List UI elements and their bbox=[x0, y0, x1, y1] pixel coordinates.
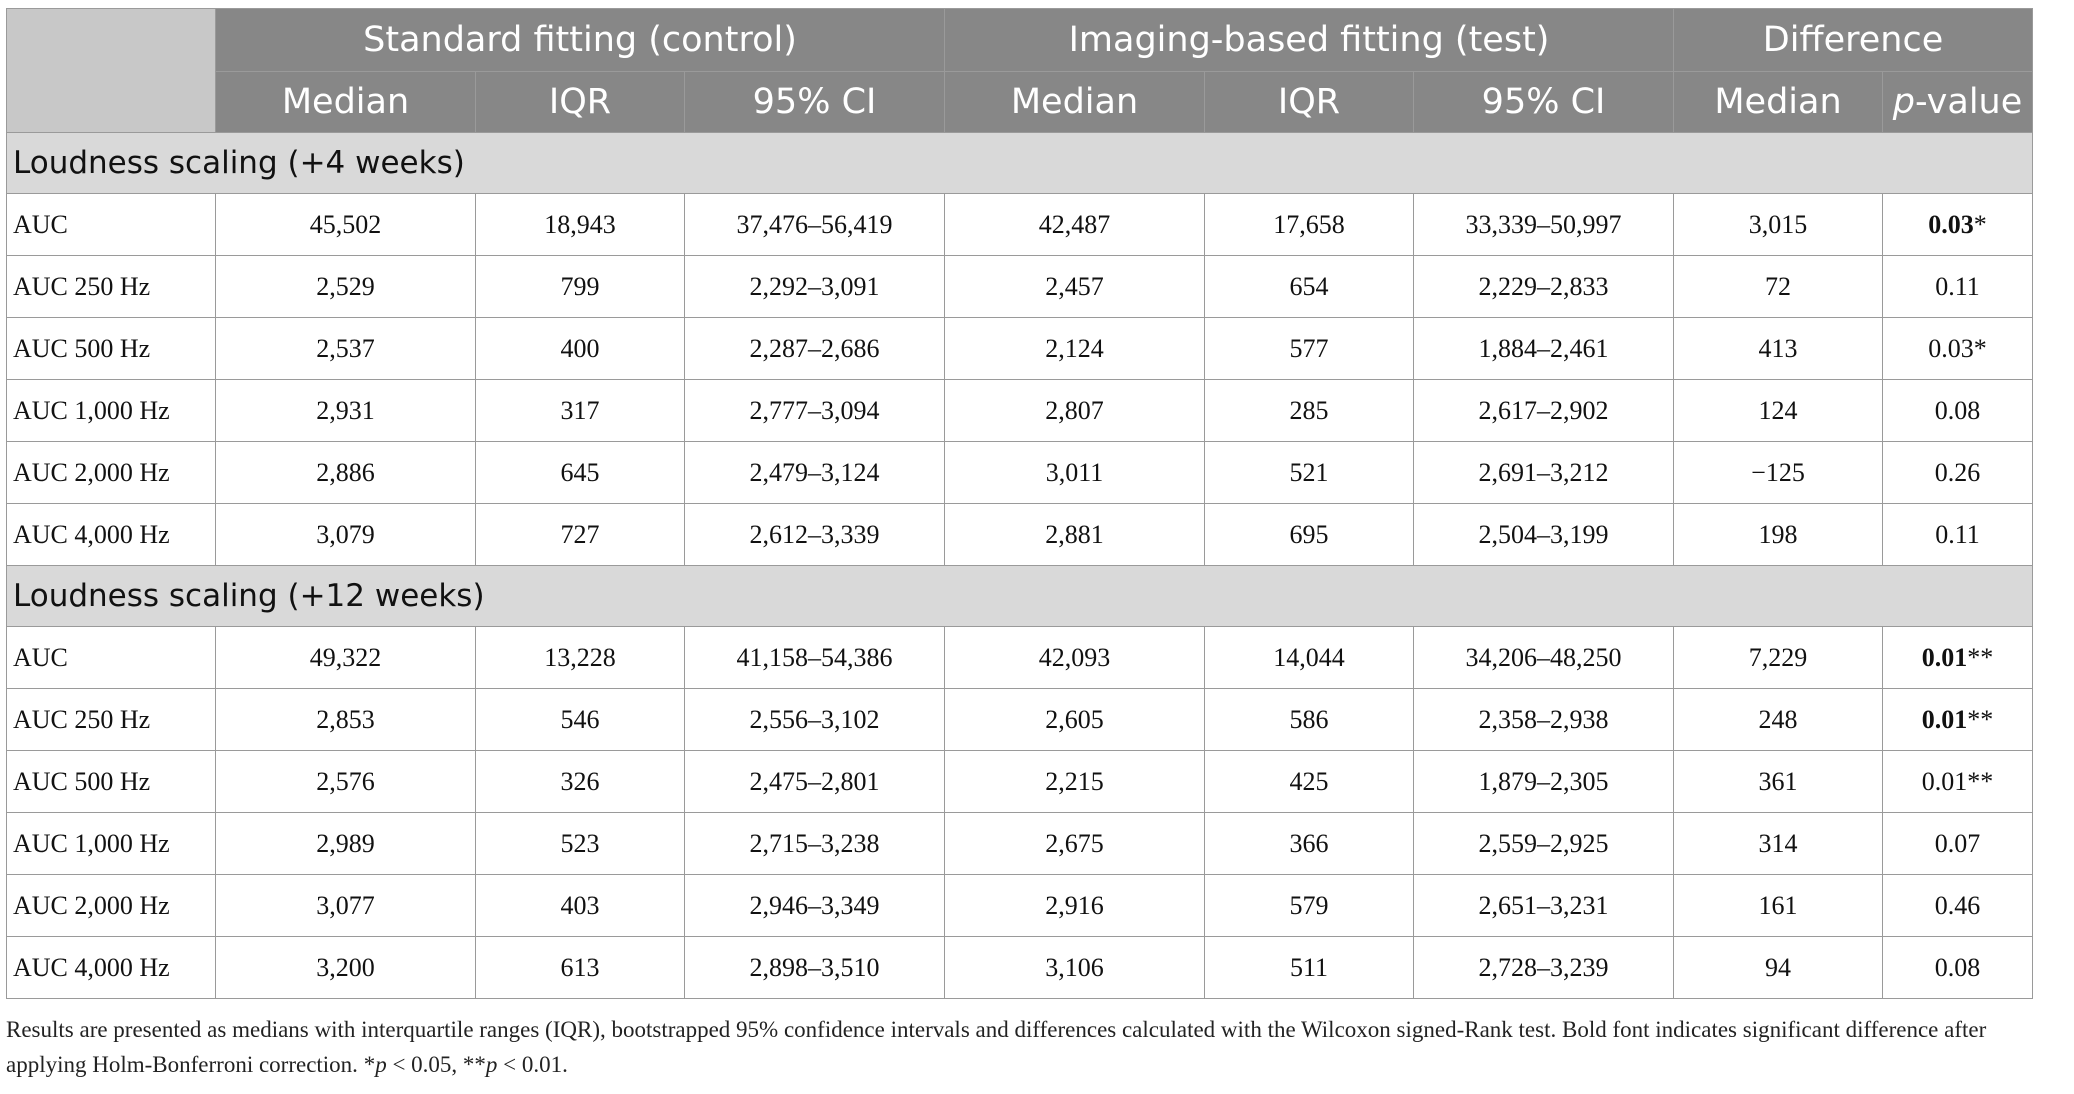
cell-test-median: 2,124 bbox=[945, 318, 1205, 380]
cell-control-median: 3,077 bbox=[216, 875, 476, 937]
header-group-test: Imaging-based fitting (test) bbox=[945, 9, 1674, 72]
cell-test-median: 3,106 bbox=[945, 937, 1205, 999]
table-row bbox=[7, 256, 2033, 318]
cell-control-ci: 2,715–3,238 bbox=[685, 813, 945, 875]
section-header-row bbox=[7, 133, 2033, 194]
cell-pvalue bbox=[1883, 751, 2033, 813]
cell-control-median: 2,537 bbox=[216, 318, 476, 380]
cell-control-ci: 37,476–56,419 bbox=[685, 194, 945, 256]
header-group-row bbox=[7, 9, 2033, 72]
cell-difference-median: −125 bbox=[1674, 442, 1883, 504]
significance-marker: ** bbox=[1967, 704, 1994, 734]
cell-test-ci: 2,651–3,231 bbox=[1414, 875, 1674, 937]
header-test-iqr: IQR bbox=[1205, 72, 1414, 133]
cell-test-iqr: 654 bbox=[1205, 256, 1414, 318]
cell-control-median: 2,886 bbox=[216, 442, 476, 504]
cell-test-median: 2,215 bbox=[945, 751, 1205, 813]
significance-marker: ** bbox=[1967, 766, 1994, 796]
cell-control-median: 2,931 bbox=[216, 380, 476, 442]
cell-test-iqr: 521 bbox=[1205, 442, 1414, 504]
cell-difference-median: 314 bbox=[1674, 813, 1883, 875]
cell-test-median: 2,807 bbox=[945, 380, 1205, 442]
cell-control-ci: 2,292–3,091 bbox=[685, 256, 945, 318]
cell-control-iqr: 326 bbox=[476, 751, 685, 813]
cell-control-median: 2,989 bbox=[216, 813, 476, 875]
row-label: AUC 1,000 Hz bbox=[7, 813, 216, 875]
cell-test-median: 2,916 bbox=[945, 875, 1205, 937]
row-label: AUC 4,000 Hz bbox=[7, 937, 216, 999]
header-pvalue: p-value bbox=[1883, 72, 2033, 133]
cell-test-iqr: 511 bbox=[1205, 937, 1414, 999]
cell-test-iqr: 285 bbox=[1205, 380, 1414, 442]
table-row bbox=[7, 380, 2033, 442]
cell-difference-median: 124 bbox=[1674, 380, 1883, 442]
cell-pvalue bbox=[1883, 380, 2033, 442]
cell-control-iqr: 523 bbox=[476, 813, 685, 875]
cell-control-iqr: 645 bbox=[476, 442, 685, 504]
row-label: AUC 4,000 Hz bbox=[7, 504, 216, 566]
cell-control-ci: 2,479–3,124 bbox=[685, 442, 945, 504]
cell-difference-median: 413 bbox=[1674, 318, 1883, 380]
table-row bbox=[7, 504, 2033, 566]
table-row bbox=[7, 875, 2033, 937]
cell-test-ci: 2,504–3,199 bbox=[1414, 504, 1674, 566]
cell-control-iqr: 613 bbox=[476, 937, 685, 999]
table-row bbox=[7, 442, 2033, 504]
table-row bbox=[7, 813, 2033, 875]
cell-pvalue bbox=[1883, 504, 2033, 566]
significance-marker: * bbox=[1973, 209, 1987, 239]
header-group-control: Standard fitting (control) bbox=[216, 9, 945, 72]
cell-control-ci: 2,898–3,510 bbox=[685, 937, 945, 999]
cell-test-median: 42,487 bbox=[945, 194, 1205, 256]
pvalue-number: 0.08 bbox=[1934, 952, 1981, 982]
cell-control-median: 2,529 bbox=[216, 256, 476, 318]
cell-test-iqr: 14,044 bbox=[1205, 627, 1414, 689]
cell-control-ci: 2,612–3,339 bbox=[685, 504, 945, 566]
cell-control-median: 2,853 bbox=[216, 689, 476, 751]
table-row bbox=[7, 194, 2033, 256]
cell-test-iqr: 586 bbox=[1205, 689, 1414, 751]
row-label: AUC 250 Hz bbox=[7, 256, 216, 318]
cell-test-iqr: 695 bbox=[1205, 504, 1414, 566]
cell-control-iqr: 546 bbox=[476, 689, 685, 751]
cell-pvalue bbox=[1883, 627, 2033, 689]
cell-pvalue bbox=[1883, 442, 2033, 504]
significance-marker: ** bbox=[1967, 642, 1994, 672]
pvalue-number: 0.11 bbox=[1935, 519, 1980, 549]
table-body bbox=[7, 133, 2033, 999]
cell-test-median: 2,457 bbox=[945, 256, 1205, 318]
cell-test-ci: 1,879–2,305 bbox=[1414, 751, 1674, 813]
cell-test-ci: 2,559–2,925 bbox=[1414, 813, 1674, 875]
cell-control-iqr: 403 bbox=[476, 875, 685, 937]
cell-control-median: 3,079 bbox=[216, 504, 476, 566]
cell-test-ci: 2,358–2,938 bbox=[1414, 689, 1674, 751]
cell-control-median: 2,576 bbox=[216, 751, 476, 813]
cell-test-iqr: 425 bbox=[1205, 751, 1414, 813]
pvalue-number: 0.08 bbox=[1934, 395, 1981, 425]
pvalue-number: 0.03 bbox=[1928, 333, 1974, 363]
header-blank-cell bbox=[7, 9, 216, 133]
cell-test-ci: 33,339–50,997 bbox=[1414, 194, 1674, 256]
pvalue-number: 0.46 bbox=[1934, 890, 1981, 920]
cell-pvalue bbox=[1883, 937, 2033, 999]
cell-control-median: 3,200 bbox=[216, 937, 476, 999]
table-row bbox=[7, 627, 2033, 689]
significance-marker: * bbox=[1973, 333, 1987, 363]
cell-pvalue bbox=[1883, 194, 2033, 256]
cell-difference-median: 361 bbox=[1674, 751, 1883, 813]
cell-control-ci: 41,158–54,386 bbox=[685, 627, 945, 689]
cell-pvalue bbox=[1883, 318, 2033, 380]
cell-control-iqr: 317 bbox=[476, 380, 685, 442]
row-label: AUC 500 Hz bbox=[7, 318, 216, 380]
cell-control-iqr: 400 bbox=[476, 318, 685, 380]
pvalue-number: 0.03 bbox=[1928, 209, 1974, 239]
cell-test-iqr: 577 bbox=[1205, 318, 1414, 380]
header-difference-median: Median bbox=[1674, 72, 1883, 133]
cell-control-median: 49,322 bbox=[216, 627, 476, 689]
cell-difference-median: 248 bbox=[1674, 689, 1883, 751]
pvalue-number: 0.07 bbox=[1934, 828, 1981, 858]
cell-difference-median: 198 bbox=[1674, 504, 1883, 566]
cell-test-median: 2,675 bbox=[945, 813, 1205, 875]
table-row bbox=[7, 318, 2033, 380]
cell-difference-median: 94 bbox=[1674, 937, 1883, 999]
cell-test-ci: 2,691–3,212 bbox=[1414, 442, 1674, 504]
header-test-ci: 95% CI bbox=[1414, 72, 1674, 133]
cell-test-ci: 2,617–2,902 bbox=[1414, 380, 1674, 442]
header-group-difference: Difference bbox=[1674, 9, 2033, 72]
cell-test-iqr: 17,658 bbox=[1205, 194, 1414, 256]
pvalue-number: 0.01 bbox=[1921, 642, 1968, 672]
section-header-row bbox=[7, 566, 2033, 627]
cell-test-ci: 1,884–2,461 bbox=[1414, 318, 1674, 380]
header-test-median: Median bbox=[945, 72, 1205, 133]
cell-control-ci: 2,556–3,102 bbox=[685, 689, 945, 751]
cell-test-ci: 34,206–48,250 bbox=[1414, 627, 1674, 689]
row-label: AUC 1,000 Hz bbox=[7, 380, 216, 442]
pvalue-number: 0.01 bbox=[1921, 766, 1968, 796]
header-control-ci: 95% CI bbox=[685, 72, 945, 133]
cell-pvalue bbox=[1883, 689, 2033, 751]
cell-control-ci: 2,946–3,349 bbox=[685, 875, 945, 937]
cell-control-ci: 2,475–2,801 bbox=[685, 751, 945, 813]
cell-control-iqr: 727 bbox=[476, 504, 685, 566]
pvalue-number: 0.01 bbox=[1921, 704, 1968, 734]
cell-difference-median: 3,015 bbox=[1674, 194, 1883, 256]
cell-test-median: 42,093 bbox=[945, 627, 1205, 689]
cell-control-ci: 2,777–3,094 bbox=[685, 380, 945, 442]
cell-test-median: 3,011 bbox=[945, 442, 1205, 504]
table-row bbox=[7, 689, 2033, 751]
cell-pvalue bbox=[1883, 813, 2033, 875]
results-table bbox=[6, 8, 2033, 999]
cell-control-iqr: 13,228 bbox=[476, 627, 685, 689]
cell-difference-median: 161 bbox=[1674, 875, 1883, 937]
header-sub-row bbox=[7, 72, 2033, 133]
cell-test-iqr: 366 bbox=[1205, 813, 1414, 875]
cell-control-iqr: 799 bbox=[476, 256, 685, 318]
cell-control-ci: 2,287–2,686 bbox=[685, 318, 945, 380]
cell-test-ci: 2,728–3,239 bbox=[1414, 937, 1674, 999]
section-title: Loudness scaling (+12 weeks) bbox=[7, 566, 2033, 627]
cell-control-median: 45,502 bbox=[216, 194, 476, 256]
cell-pvalue bbox=[1883, 256, 2033, 318]
cell-control-iqr: 18,943 bbox=[476, 194, 685, 256]
results-table-container bbox=[6, 8, 2032, 999]
table-row bbox=[7, 751, 2033, 813]
header-control-iqr: IQR bbox=[476, 72, 685, 133]
table-row bbox=[7, 937, 2033, 999]
row-label: AUC 2,000 Hz bbox=[7, 442, 216, 504]
cell-test-median: 2,881 bbox=[945, 504, 1205, 566]
row-label: AUC 2,000 Hz bbox=[7, 875, 216, 937]
cell-difference-median: 7,229 bbox=[1674, 627, 1883, 689]
cell-test-iqr: 579 bbox=[1205, 875, 1414, 937]
header-control-median: Median bbox=[216, 72, 476, 133]
pvalue-number: 0.26 bbox=[1934, 457, 1981, 487]
row-label: AUC bbox=[7, 627, 216, 689]
pvalue-number: 0.11 bbox=[1935, 271, 1980, 301]
cell-pvalue bbox=[1883, 875, 2033, 937]
cell-test-ci: 2,229–2,833 bbox=[1414, 256, 1674, 318]
row-label: AUC 500 Hz bbox=[7, 751, 216, 813]
table-footnote: Results are presented as medians with interquartile ranges (IQR), bootstrapped 95% confidence intervals and differences calculated with the Wilcoxon signed-Rank test. Bold font indicates significant difference after applying Holm-Bonferroni correction. *p < 0.05, **p < 0.01. bbox=[6, 1017, 1987, 1077]
cell-test-median: 2,605 bbox=[945, 689, 1205, 751]
row-label: AUC 250 Hz bbox=[7, 689, 216, 751]
row-label: AUC bbox=[7, 194, 216, 256]
cell-difference-median: 72 bbox=[1674, 256, 1883, 318]
section-title: Loudness scaling (+4 weeks) bbox=[7, 133, 2033, 194]
